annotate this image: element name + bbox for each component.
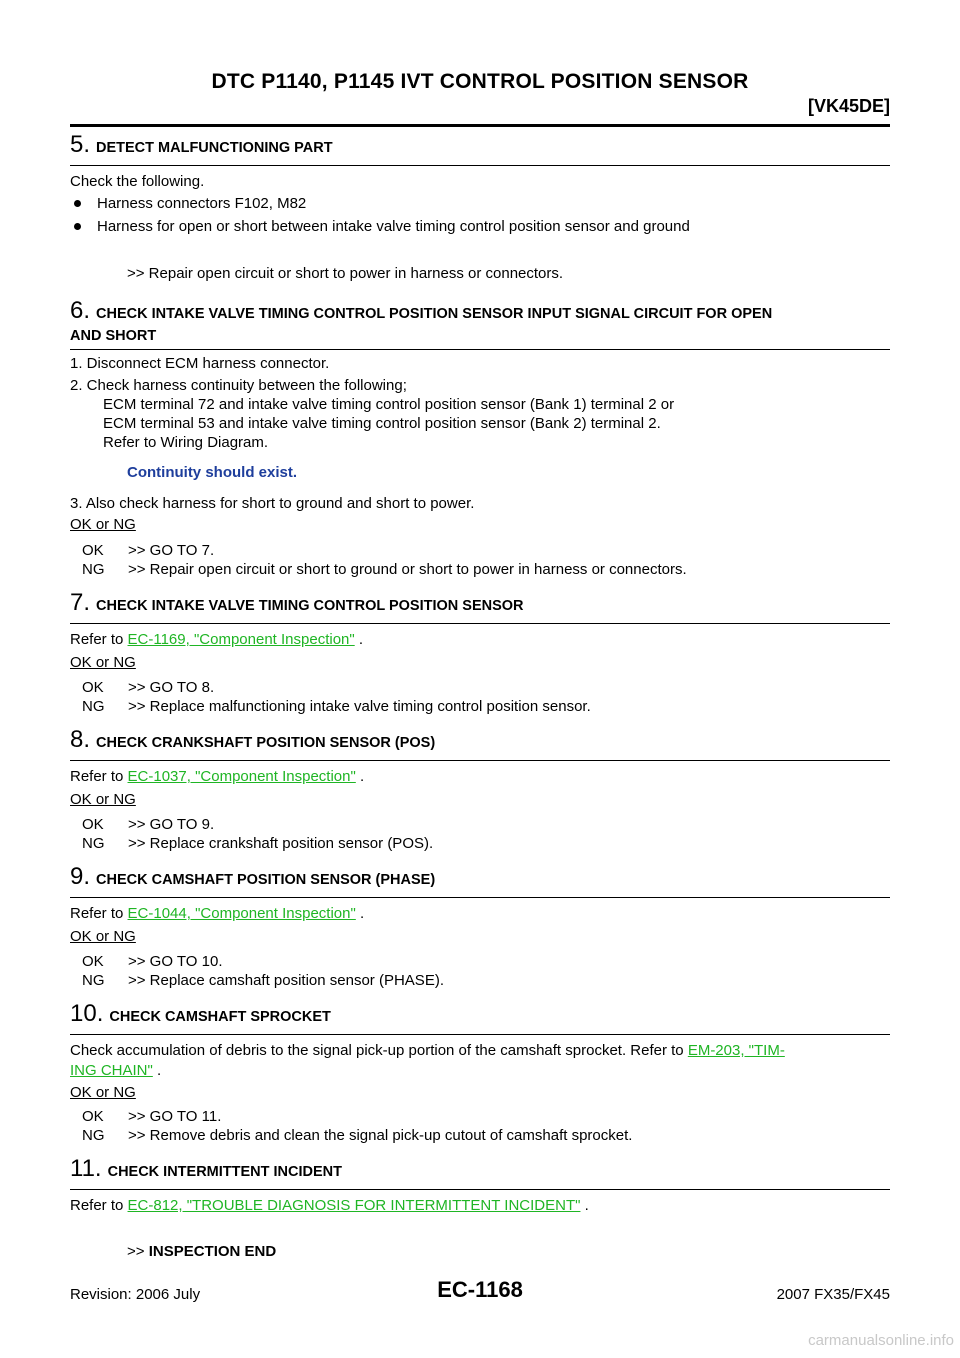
watermark: carmanualsonline.info [808, 1332, 954, 1349]
step-6-heading [70, 297, 890, 350]
bullet-icon [74, 223, 81, 230]
specification-note: Continuity should exist. [127, 464, 298, 481]
step-title: CHECK INTERMITTENT INCIDENT [107, 1164, 343, 1180]
cross-reference-link[interactable]: ING CHAIN" [70, 1062, 153, 1079]
step-5-result: >> Repair open circuit or short to power in harness or connectors. [127, 265, 564, 282]
vehicle-model: 2007 FX35/FX45 [776, 1286, 890, 1303]
step-10-text-continued: ING CHAIN" . [70, 1062, 162, 1079]
step-6-item-3: 3. Also check harness for short to ground and short to power. [70, 495, 475, 512]
ok-result: OK >> GO TO 11. [82, 1108, 222, 1125]
engine-section-label: [VK45DE] [807, 96, 890, 116]
ok-or-ng-label: OK or NG [70, 516, 136, 533]
revision-date: Revision: 2006 July [70, 1286, 201, 1303]
step-title: CHECK INTAKE VALVE TIMING CONTROL POSITION SENSOR [96, 598, 524, 614]
step-8-heading [70, 726, 890, 761]
bullet-icon [74, 200, 81, 207]
step-title: CHECK INTAKE VALVE TIMING CONTROL POSITION SENSOR INPUT SIGNAL CIRCUIT FOR OPEN [96, 306, 773, 322]
document-title: DTC P1140, P1145 IVT CONTROL POSITION SENSOR [211, 70, 749, 93]
header-divider [70, 124, 890, 127]
cross-reference-link[interactable]: EC-1169, "Component Inspection" [127, 631, 355, 648]
ng-result: NG >> Remove debris and clean the signal pick-up cutout of camshaft sprocket. [82, 1127, 633, 1144]
step-title: DETECT MALFUNCTIONING PART [96, 140, 333, 156]
step-6-item-2-line: Refer to Wiring Diagram. [103, 434, 269, 451]
list-item: Harness for open or short between intake valve timing control position sensor and ground [70, 217, 690, 237]
step-6-item-2-line: ECM terminal 72 and intake valve timing control position sensor (Bank 1) terminal 2 or [103, 396, 675, 413]
step-divider [70, 760, 890, 761]
step-number: 6. [70, 297, 91, 324]
ng-result: NG >> Replace malfunctioning intake valve timing control position sensor. [82, 698, 591, 715]
step-title-continued: AND SHORT [70, 328, 157, 344]
step-divider [70, 165, 890, 166]
cross-reference-link[interactable]: EM-203, "TIM- [687, 1042, 785, 1059]
step-5-intro: Check the following. [70, 173, 205, 190]
step-7-heading [70, 589, 890, 624]
ok-or-ng-label: OK or NG [70, 1084, 136, 1101]
step-divider [70, 349, 890, 350]
ng-result: NG >> Replace camshaft position sensor (PHASE). [82, 972, 444, 989]
step-number: 7. [70, 589, 91, 616]
list-item: Harness connectors F102, M82 [70, 194, 306, 214]
ok-or-ng-label: OK or NG [70, 928, 136, 945]
cross-reference-link[interactable]: EC-1037, "Component Inspection" [127, 768, 356, 785]
ok-result: OK >> GO TO 10. [82, 953, 223, 970]
step-9-refer: Refer to EC-1044, "Component Inspection" . [70, 905, 365, 922]
cross-reference-link[interactable]: EC-1044, "Component Inspection" [127, 905, 356, 922]
ng-result: NG >> Repair open circuit or short to ground or short to power in harness or connectors. [82, 561, 687, 578]
inspection-end: >> INSPECTION END [127, 1243, 277, 1260]
step-divider [70, 897, 890, 898]
step-divider [70, 1189, 890, 1190]
step-divider [70, 623, 890, 624]
ok-or-ng-label: OK or NG [70, 791, 136, 808]
ok-or-ng-label: OK or NG [70, 654, 136, 671]
step-11-refer: Refer to EC-812, "TROUBLE DIAGNOSIS FOR INTERMITTENT INCIDENT" . [70, 1197, 589, 1214]
step-9-heading [70, 863, 890, 898]
step-6-item-1: 1. Disconnect ECM harness connector. [70, 355, 330, 372]
step-10-heading [70, 1000, 890, 1035]
step-6-item-2-line: ECM terminal 53 and intake valve timing control position sensor (Bank 2) terminal 2. [103, 415, 661, 432]
ok-result: OK >> GO TO 8. [82, 679, 215, 696]
cross-reference-link[interactable]: EC-812, "TROUBLE DIAGNOSIS FOR INTERMITTENT INCIDENT" [127, 1197, 581, 1214]
step-number: 5. [70, 131, 91, 158]
step-5-heading [70, 131, 890, 166]
step-number: 10. [70, 1000, 104, 1027]
step-7-refer: Refer to EC-1169, "Component Inspection" . [70, 631, 364, 648]
step-11-heading [70, 1155, 890, 1190]
step-number: 11. [70, 1155, 102, 1182]
ok-result: OK >> GO TO 9. [82, 816, 215, 833]
step-10-text: Check accumulation of debris to the signal pick-up portion of the camshaft sprocket. Refer to EM-203, "TIM- [70, 1042, 785, 1059]
ok-result: OK >> GO TO 7. [82, 542, 215, 559]
step-number: 8. [70, 726, 91, 753]
ng-result: NG >> Replace crankshaft position sensor (POS). [82, 835, 434, 852]
step-divider [70, 1034, 890, 1035]
page-number: EC-1168 [437, 1277, 523, 1302]
step-title: CHECK CRANKSHAFT POSITION SENSOR (POS) [96, 735, 436, 751]
step-title: CHECK CAMSHAFT SPROCKET [109, 1009, 331, 1025]
step-title: CHECK CAMSHAFT POSITION SENSOR (PHASE) [96, 872, 436, 888]
step-6-item-2: 2. Check harness continuity between the following; [70, 377, 407, 394]
step-8-refer: Refer to EC-1037, "Component Inspection" . [70, 768, 365, 785]
step-number: 9. [70, 863, 91, 890]
